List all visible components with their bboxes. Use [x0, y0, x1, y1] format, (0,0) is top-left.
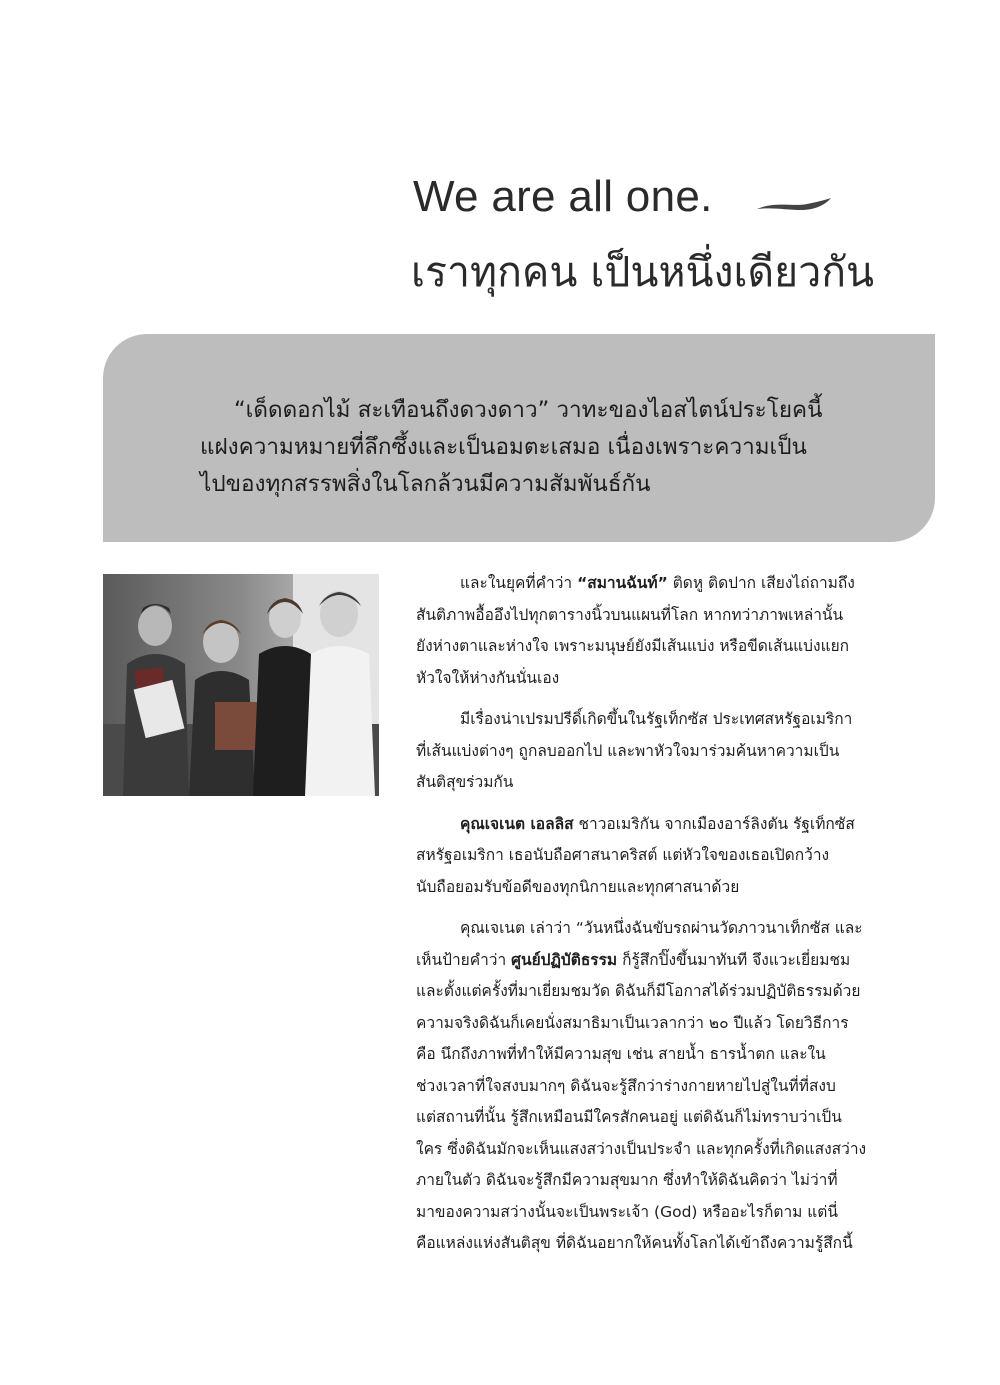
article-body — [416, 568, 894, 1270]
text-line: ที่เส้นแบ่งต่างๆ ถูกลบออกไป และพาหัวใจมาร่วมค้นหาความเป็น — [416, 741, 840, 760]
text-line: ภายในตัว ดิฉันจะรู้สึกมีความสุขมาก ซึ่งทำให้ดิฉันคิดว่า ไม่ว่าที่ — [416, 1171, 838, 1189]
text-line: มาของความสว่างนั้นจะเป็นพระเจ้า (God) หรืออะไรก็ตาม แต่นี่ — [416, 1202, 838, 1221]
paragraph — [416, 809, 894, 904]
text-run: เห็นป้ายคำว่า — [416, 950, 512, 969]
text-line: ความจริงดิฉันก็เคยนั่งสมาธิมาเป็นเวลากว่า ๒๐ ปีแล้ว โดยวิธีการ — [416, 1013, 849, 1032]
text-line: สหรัฐอเมริกา เธอนับถือศาสนาคริสต์ แต่หัวใจของเธอเปิดกว้าง — [416, 846, 830, 864]
text-line: หัวใจให้ห่างกันนั่นเอง — [416, 668, 560, 687]
text-line: ใคร ซึ่งดิฉันมักจะเห็นแสงสว่างเป็นประจำ และทุกครั้งที่เกิดแสงสว่าง — [416, 1139, 867, 1158]
paragraph — [416, 704, 894, 799]
text-run: ก็รู้สึกปิ๊งขึ้นมาทันที จึงแวะเยี่ยมชม — [617, 950, 851, 969]
page-title-english: We are all one. — [413, 172, 713, 221]
quote-box — [103, 334, 935, 542]
bold-term: คุณเจเนต เอลลิส — [460, 814, 574, 833]
text-line — [416, 809, 894, 841]
quote-line: แฝงความหมายที่ลึกซึ้งและเป็นอมตะเสมอ เนื่องเพราะความเป็น — [200, 434, 807, 460]
text-run: ชาวอเมริกัน จากเมืองอาร์ลิงตัน รัฐเท็กซัส — [573, 814, 855, 833]
paragraph — [416, 913, 894, 1260]
page-title-thai: เราทุกคน เป็นหนึ่งเดียวกัน — [411, 248, 875, 296]
text-line: คุณเจเนต เล่าว่า “วันหนึ่งฉันขับรถผ่านวัดภาวนาเท็กซัส และ — [460, 919, 863, 937]
text-line — [416, 945, 894, 977]
group-photo — [103, 574, 379, 796]
quote-line: ไปของทุกสรรพสิ่งในโลกล้วนมีความสัมพันธ์กัน — [200, 471, 651, 497]
group-photo-illustration — [103, 574, 379, 796]
text-line: มีเรื่องน่าเปรมปรีดิ์เกิดขึ้นในรัฐเท็กซัส ประเทศสหรัฐอเมริกา — [460, 710, 853, 728]
bold-term: ศูนย์ปฏิบัติธรรม — [511, 950, 618, 969]
text-run: และในยุคที่คำว่า — [460, 574, 578, 592]
text-line: และตั้งแต่ครั้งที่มาเยี่ยมชมวัด ดิฉันก็มีโอกาสได้ร่วมปฏิบัติธรรมด้วย — [416, 982, 861, 1000]
text-line: คือแหล่งแห่งสันติสุข ที่ดิฉันอยากให้คนทั้งโลกได้เข้าถึงความรู้สึกนี้ — [416, 1234, 853, 1252]
text-line: คือ นึกถึงภาพที่ทำให้มีความสุข เช่น สายน้ำ ธารน้ำตก และใน — [416, 1045, 826, 1063]
text-run: ติดหู ติดปาก เสียงไถ่ถามถึง — [667, 574, 855, 592]
text-line: ช่วงเวลาที่ใจสงบมากๆ ดิฉันจะรู้สึกว่าร่างกายหายไปสู่ในที่ที่สงบ — [416, 1076, 836, 1095]
bold-term: “สมานฉันท์” — [577, 574, 668, 592]
quote-text — [200, 392, 870, 503]
quote-line: “เด็ดดอกไม้ สะเทือนถึงดวงดาว” วาทะของไอสไตน์ประโยคนี้ — [234, 397, 823, 423]
text-line: สันติสุขร่วมกัน — [416, 773, 514, 791]
paragraph — [416, 568, 894, 694]
text-line — [416, 568, 894, 600]
text-line: สันติภาพอื้ออึงไปทุกตารางนิ้วบนแผนที่โลก หากทว่าภาพเหล่านั้น — [416, 605, 844, 624]
text-line: แต่สถานที่นั้น รู้สึกเหมือนมีใครสักคนอยู่ แต่ดิฉันก็ไม่ทราบว่าเป็น — [416, 1108, 842, 1126]
text-line: ยังห่างตาและห่างใจ เพราะมนุษย์ยังมีเส้นแบ่ง หรือขีดเส้นแบ่งแยก — [416, 637, 850, 655]
wave-flourish-icon — [755, 195, 833, 217]
text-line: นับถือยอมรับข้อดีของทุกนิกายและทุกศาสนาด้วย — [416, 877, 740, 896]
